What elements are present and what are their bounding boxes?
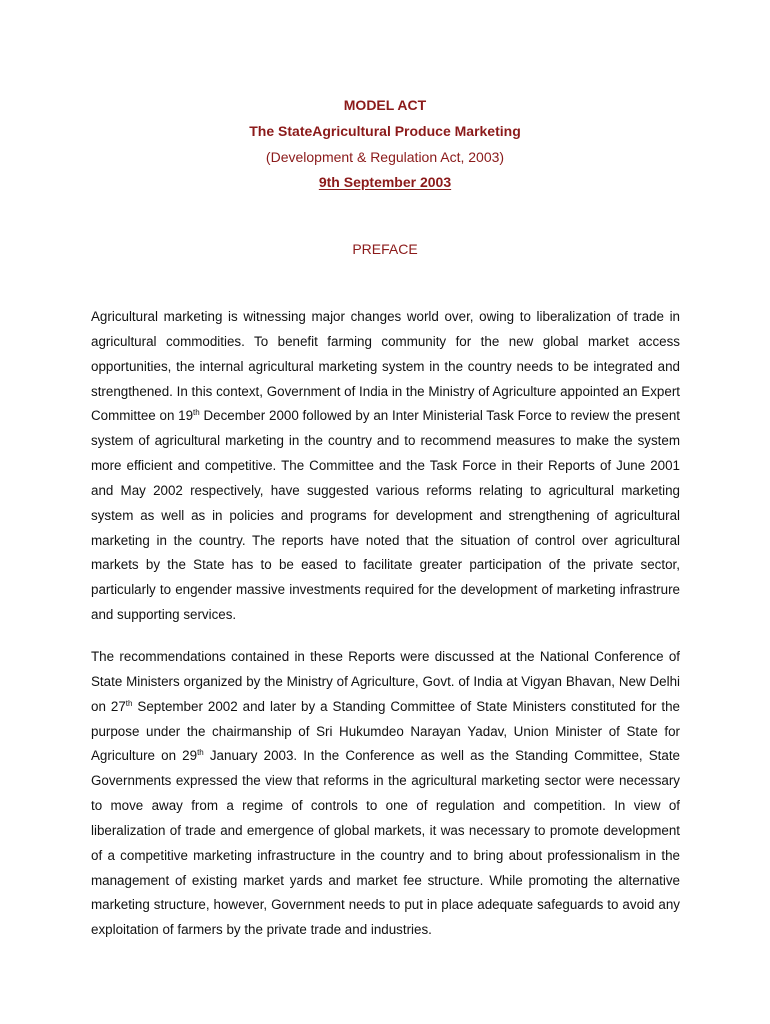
- document-subtitle: The StateAgricultural Produce Marketing: [249, 123, 521, 139]
- paragraph-1-text-a: Agricultural marketing is witnessing major changes world over, owing to liberalization of trade in agricultural commodities. To benefit farming community for the new global market access opportunities, the internal agricultural marketing system in the country needs to be integrated and strengthened. In this context, Government of India in the Ministry of Agriculture appointed an Expert Committee on 19: [91, 309, 680, 424]
- ordinal-suffix: th: [125, 698, 133, 708]
- paragraph-2: [91, 645, 680, 943]
- paragraph-2-text-b: September 2002 and later by a Standing Committee of State Ministers constituted for the purpose under the chairmanship of Sri Hukumdeo Narayan Yadav, Union Minister of State for Agriculture on 29: [91, 698, 680, 764]
- paragraph-1: [91, 305, 680, 628]
- document-title: MODEL ACT: [343, 97, 427, 113]
- act-name: (Development & Regulation Act, 2003): [265, 149, 505, 165]
- ordinal-suffix: th: [193, 408, 200, 418]
- paragraph-2-text-a: The recommendations contained in these Reports were discussed at the National Conference of State Ministers organized by the Ministry of Agriculture, Govt. of India at Vigyan Bhavan, New Delhi on 27: [91, 649, 680, 714]
- ordinal-suffix: th: [197, 748, 204, 758]
- document-date: 9th September 2003: [318, 174, 452, 190]
- section-heading-preface: PREFACE: [352, 241, 418, 257]
- paragraph-2-text-c: January 2003. In the Conference as well as the Standing Committee, State Governments expressed the view that reforms in the agricultural marketing sector were necessary to move away from a regime of controls to one of regulation and competition. In view of liberalization of trade and emergence of global markets, it was necessary to promote development of a competitive marketing infrastructure in the country and to bring about professionalism in the management of existing market yards and market fee structure. While promoting the alternative marketing structure, however, Government needs to put in place adequate safeguards to avoid any exploitation of farmers by the private trade and industries.: [91, 748, 681, 938]
- paragraph-1-text-b: December 2000 followed by an Inter Ministerial Task Force to review the present system of agricultural marketing in the country and to recommend measures to make the system more efficient and competitive. The Committee and the Task Force in their Reports of June 2001 and May 2002 respectively, have suggested various reforms relating to agricultural marketing system as well as in policies and programs for development and strengthening of agricultural marketing in the country. The reports have noted that the situation of control over agricultural markets by the State has to be eased to facilitate greater participation of the private sector, particularly to engender massive investments required for the development of marketing infrastrure and supporting services.: [91, 408, 680, 623]
